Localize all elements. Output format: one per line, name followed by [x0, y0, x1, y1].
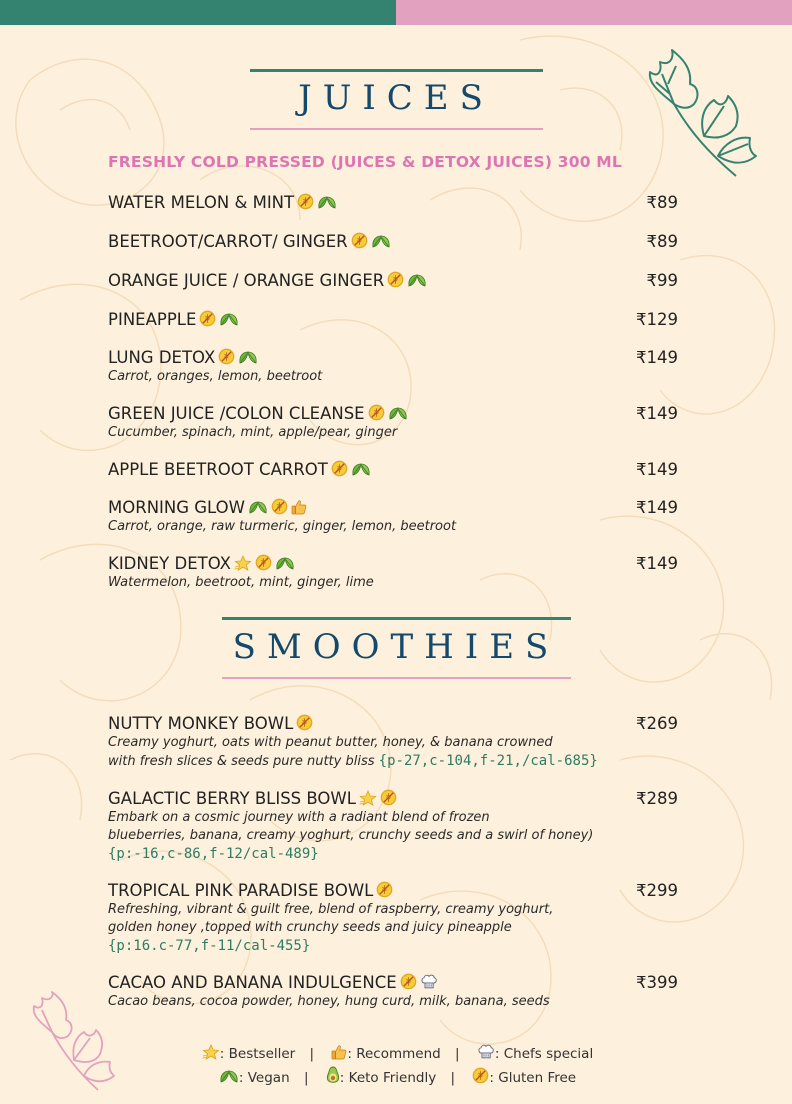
- menu-item-price: ₹269: [636, 714, 678, 733]
- menu-item-description: Carrot, oranges, lemon, beetroot: [108, 369, 323, 384]
- menu-item-price: ₹149: [636, 404, 678, 423]
- juices-subtitle: FRESHLY COLD PRESSED (JUICES & DETOX JUICES) 300 ML: [108, 153, 623, 171]
- menu-item-name-text: GALACTIC BERRY BLISS BOWL: [108, 789, 356, 808]
- gluten-free-icon: [351, 232, 368, 249]
- vegan-icon: [248, 499, 268, 515]
- legend-chefs-special-label: : Chefs special: [494, 1046, 594, 1062]
- gluten-free-icon: [218, 348, 235, 365]
- vegan-icon: [219, 311, 239, 327]
- legend-chefs-special: [474, 1046, 593, 1062]
- menu-item-name-text: MORNING GLOW: [108, 498, 245, 517]
- menu-item-price: ₹149: [636, 348, 678, 367]
- menu-item-name-text: APPLE BEETROOT CARROT: [108, 460, 328, 479]
- gluten-free-icon: [331, 460, 348, 477]
- menu-item: [108, 348, 678, 386]
- menu-item-description: [108, 993, 708, 1011]
- star-icon: [234, 555, 252, 571]
- menu-item-name-text: TROPICAL PINK PARADISE BOWL: [108, 881, 374, 900]
- menu-item-name-text: NUTTY MONKEY BOWL: [108, 714, 294, 733]
- juices-section-title: JUICES: [298, 78, 494, 118]
- menu-item-price: ₹149: [636, 460, 678, 479]
- menu-item-description: [108, 827, 708, 845]
- menu-item-description: [108, 919, 708, 937]
- gluten-free-icon: [271, 498, 288, 515]
- menu-item-name: [108, 460, 678, 480]
- gluten-free-icon: [368, 404, 385, 421]
- legend-separator: |: [309, 1046, 315, 1062]
- menu-item-price: ₹149: [636, 554, 678, 573]
- vegan-icon: [275, 555, 295, 571]
- menu-item-price: ₹99: [646, 271, 678, 290]
- menu-item-description-text: Creamy yoghurt, oats with peanut butter, honey, & banana crowned: [108, 735, 553, 750]
- menu-item-name: [108, 404, 678, 424]
- juices-title-top-rule: [250, 69, 543, 72]
- gluten-free-icon: [376, 881, 393, 898]
- menu-item-price: ₹149: [636, 498, 678, 517]
- top-bar-green: [0, 0, 396, 25]
- vegan-icon: [238, 349, 258, 365]
- chef-hat-icon: [420, 973, 438, 990]
- menu-item-name: [108, 232, 678, 252]
- menu-item-name: [108, 498, 678, 518]
- thumbs-up-icon: [291, 499, 307, 515]
- menu-item-name-text: KIDNEY DETOX: [108, 554, 231, 573]
- menu-item-price: ₹89: [646, 232, 678, 251]
- legend-separator: |: [450, 1070, 456, 1086]
- menu-item-description: Cucumber, spinach, mint, apple/pear, ginger: [108, 425, 398, 440]
- avocado-icon: [326, 1066, 340, 1084]
- gluten-free-icon: [297, 193, 314, 210]
- menu-item: [108, 310, 678, 330]
- legend-vegan: [216, 1070, 290, 1086]
- menu-item-description-text: Refreshing, vibrant & guilt free, blend of raspberry, creamy yoghurt,: [108, 902, 554, 917]
- gluten-free-icon: [380, 789, 397, 806]
- vegan-icon: [371, 233, 391, 249]
- juices-title-bottom-rule: [250, 128, 543, 130]
- gluten-free-icon: [199, 310, 216, 327]
- menu-item-description-text: Cacao beans, cocoa powder, honey, hung curd, milk, banana, seeds: [108, 994, 550, 1009]
- menu-item-price: ₹289: [636, 789, 678, 808]
- legend-recommend: [328, 1046, 440, 1062]
- menu-item-name-text: ORANGE JUICE / ORANGE GINGER: [108, 271, 385, 290]
- menu-item-name-text: GREEN JUICE /COLON CLEANSE: [108, 404, 365, 423]
- smoothies-title-top-rule: [222, 617, 571, 620]
- menu-item-price: ₹299: [636, 881, 678, 900]
- menu-item: [108, 554, 678, 592]
- nutrition-info: {p:-16,c-86,f-12/cal-489}: [108, 846, 319, 862]
- legend-separator: |: [455, 1046, 460, 1062]
- icon-legend-row-1: [0, 1043, 792, 1062]
- menu-item-description: Watermelon, beetroot, mint, ginger, lime: [108, 575, 374, 590]
- menu-item-nutrition-line: [108, 845, 708, 864]
- menu-item-description: [108, 809, 708, 827]
- menu-item-name-text: BEETROOT/CARROT/ GINGER: [108, 232, 348, 251]
- gluten-free-icon: [472, 1067, 489, 1084]
- menu-item-name: [108, 348, 678, 368]
- thumbs-up-icon: [331, 1044, 347, 1060]
- menu-item: [108, 232, 678, 252]
- menu-item: [108, 404, 678, 442]
- menu-item-description-text: with fresh slices & seeds pure nutty bliss: [108, 754, 375, 769]
- gluten-free-icon: [400, 973, 417, 990]
- legend-recommend-label: : Recommend: [347, 1046, 441, 1062]
- menu-item-name: [108, 193, 678, 213]
- menu-item-name-text: LUNG DETOX: [108, 348, 216, 367]
- gluten-free-icon: [387, 271, 404, 288]
- legend-gluten-free-label: : Gluten Free: [489, 1070, 577, 1086]
- gluten-free-icon: [296, 714, 313, 731]
- nutrition-info: {p:16.c-77,f-11/cal-455}: [108, 938, 311, 954]
- legend-vegan-label: : Vegan: [238, 1070, 290, 1086]
- vegan-icon: [317, 194, 337, 210]
- menu-item-name-text: PINEAPPLE: [108, 310, 197, 329]
- vegan-icon: [388, 405, 408, 421]
- chef-hat-icon: [477, 1043, 495, 1060]
- menu-item: [108, 193, 678, 213]
- legend-bestseller: [199, 1046, 295, 1062]
- menu-item-price: ₹89: [646, 193, 678, 212]
- menu-item: [108, 498, 678, 536]
- menu-item-name-text: CACAO AND BANANA INDULGENCE: [108, 973, 397, 992]
- smoothies-section-title: SMOOTHIES: [232, 627, 560, 667]
- gluten-free-icon: [255, 554, 272, 571]
- menu-item-name: [108, 310, 678, 330]
- menu-item-description: [108, 734, 708, 752]
- star-icon: [359, 790, 377, 806]
- nutrition-info: {p-27,c-104,f-21,/cal-685}: [378, 753, 598, 769]
- menu-item: [108, 460, 678, 480]
- icon-legend-row-2: [0, 1066, 792, 1086]
- smoothies-title-bottom-rule: [222, 677, 571, 679]
- menu-item-name-text: WATER MELON & MINT: [108, 193, 295, 212]
- legend-keto-label: : Keto Friendly: [339, 1070, 437, 1086]
- legend-gluten-free: [469, 1070, 576, 1086]
- legend-keto: [323, 1070, 436, 1086]
- top-bar-pink: [396, 0, 792, 25]
- menu-item-description-text: Embark on a cosmic journey with a radiant blend of frozen: [108, 810, 490, 825]
- menu-item-name: [108, 554, 678, 574]
- menu-item-description-text: golden honey ,topped with crunchy seeds and juicy pineapple: [108, 920, 512, 935]
- vegan-icon: [219, 1068, 239, 1084]
- menu-item-nutrition-line: [108, 937, 708, 956]
- menu-item-description: [108, 752, 708, 771]
- menu-item-name: [108, 271, 678, 291]
- menu-item-description: Carrot, orange, raw turmeric, ginger, lemon, beetroot: [108, 519, 457, 534]
- menu-item-price: ₹399: [636, 973, 678, 992]
- menu-item-description: [108, 901, 708, 919]
- legend-separator: |: [303, 1070, 309, 1086]
- menu-item: [108, 271, 678, 291]
- legend-bestseller-label: : Bestseller: [219, 1046, 296, 1062]
- vegan-icon: [407, 272, 427, 288]
- menu-item-price: ₹129: [636, 310, 678, 329]
- vegan-icon: [351, 461, 371, 477]
- menu-item-description-text: blueberries, banana, creamy yoghurt, crunchy seeds and a swirl of honey): [108, 828, 594, 843]
- star-icon: [202, 1044, 220, 1060]
